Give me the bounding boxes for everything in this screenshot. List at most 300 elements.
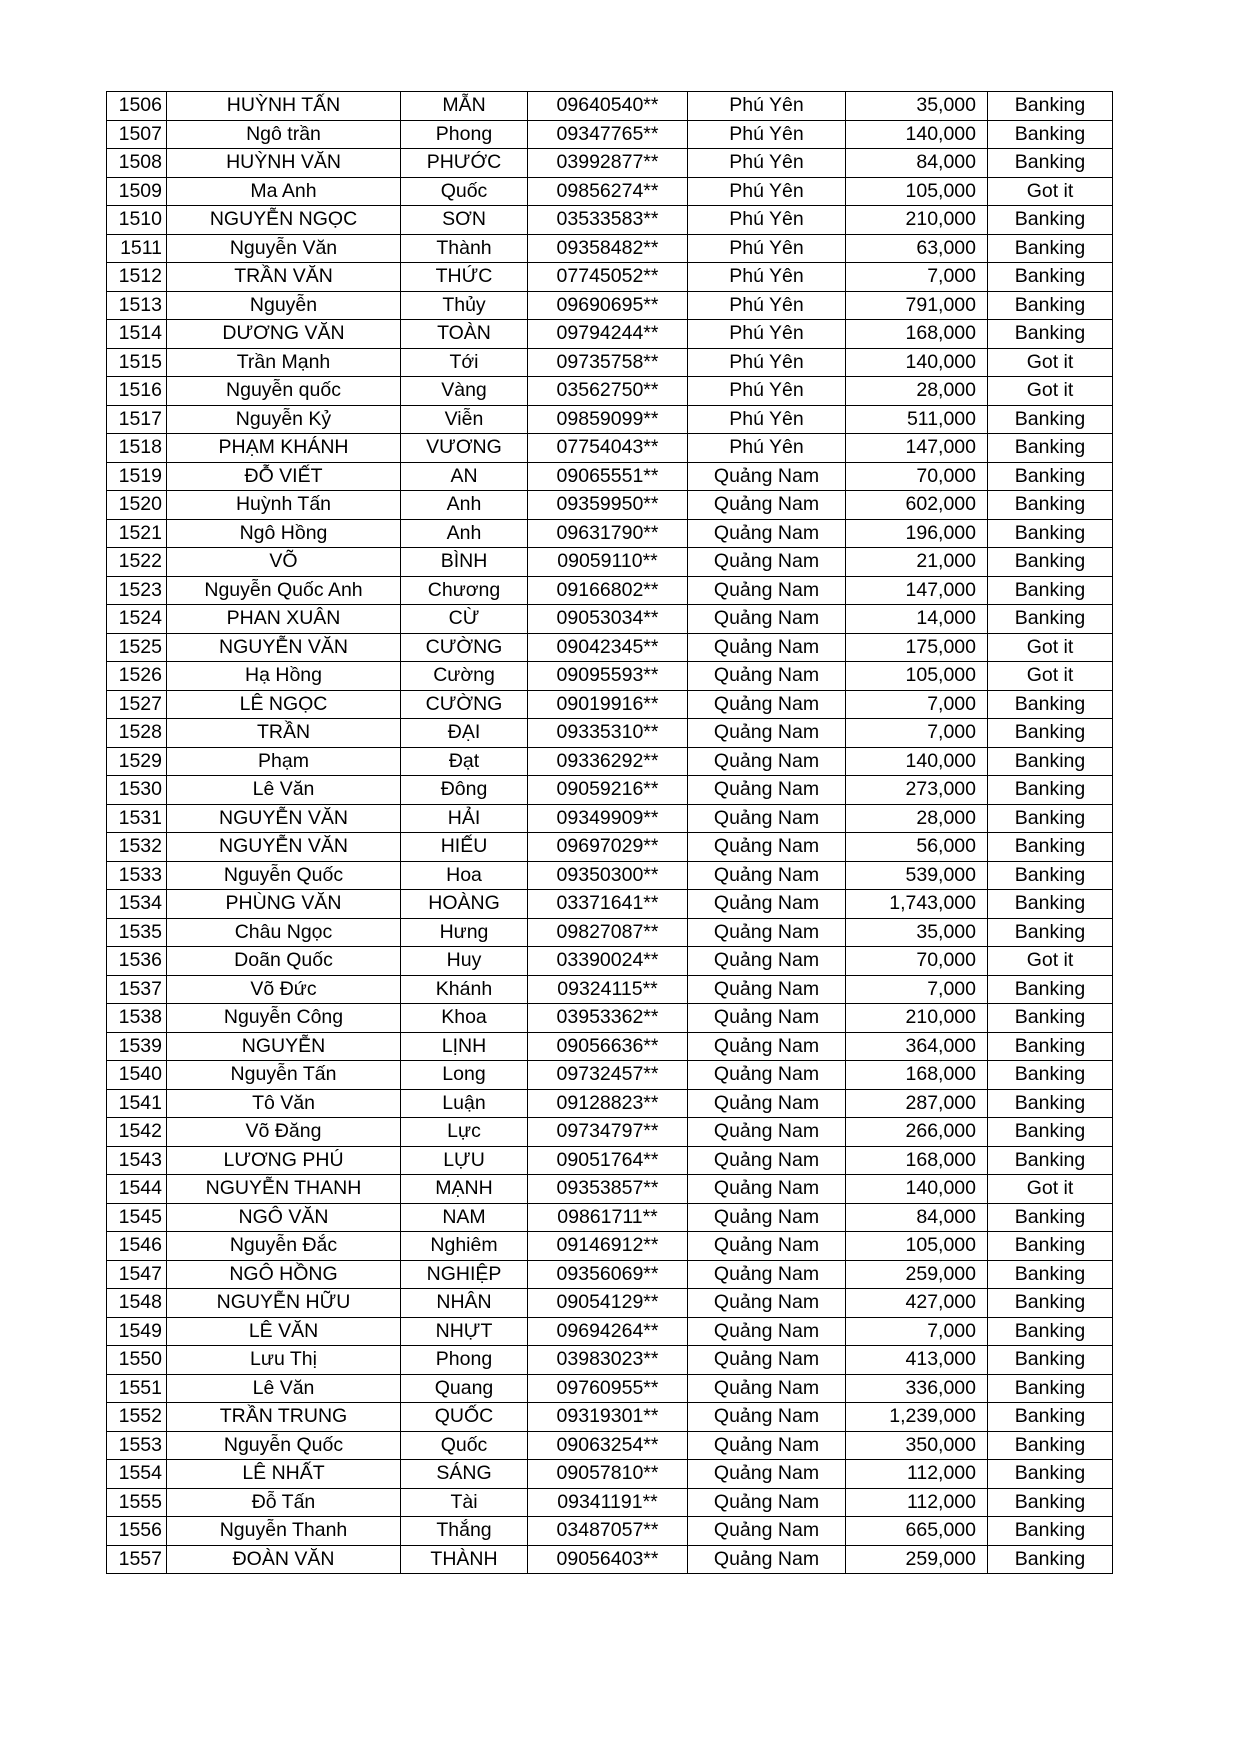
cell-province: Quảng Nam — [688, 1146, 846, 1175]
cell-amount: 105,000 — [846, 662, 988, 691]
cell-method: Got it — [988, 662, 1113, 691]
cell-surname: Doãn Quốc — [167, 947, 401, 976]
cell-amount: 259,000 — [846, 1260, 988, 1289]
cell-method: Banking — [988, 1289, 1113, 1318]
cell-surname: Nguyễn Công — [167, 1004, 401, 1033]
cell-phone: 09631790** — [528, 519, 688, 548]
cell-surname: Nguyễn Thanh — [167, 1517, 401, 1546]
cell-method: Banking — [988, 1317, 1113, 1346]
cell-method: Banking — [988, 519, 1113, 548]
cell-amount: 112,000 — [846, 1488, 988, 1517]
cell-surname: LÊ NHẤT — [167, 1460, 401, 1489]
cell-amount: 7,000 — [846, 719, 988, 748]
cell-phone: 09166802** — [528, 576, 688, 605]
cell-number: 1537 — [107, 975, 167, 1004]
cell-given-name: Khánh — [401, 975, 528, 1004]
cell-number: 1519 — [107, 462, 167, 491]
table-row — [107, 1089, 1113, 1118]
cell-method: Banking — [988, 234, 1113, 263]
cell-amount: 168,000 — [846, 320, 988, 349]
cell-amount: 84,000 — [846, 1203, 988, 1232]
cell-number: 1509 — [107, 177, 167, 206]
cell-surname: ĐỖ VIẾT — [167, 462, 401, 491]
cell-method: Banking — [988, 1146, 1113, 1175]
table-row — [107, 633, 1113, 662]
cell-method: Banking — [988, 1488, 1113, 1517]
table-row — [107, 177, 1113, 206]
cell-surname: Nguyễn Văn — [167, 234, 401, 263]
cell-province: Quảng Nam — [688, 1374, 846, 1403]
cell-number: 1530 — [107, 776, 167, 805]
cell-province: Quảng Nam — [688, 861, 846, 890]
cell-amount: 140,000 — [846, 747, 988, 776]
cell-method: Banking — [988, 1403, 1113, 1432]
cell-phone: 09019916** — [528, 690, 688, 719]
cell-surname: Châu Ngọc — [167, 918, 401, 947]
cell-amount: 539,000 — [846, 861, 988, 890]
cell-amount: 28,000 — [846, 377, 988, 406]
table-row — [107, 1317, 1113, 1346]
cell-amount: 147,000 — [846, 434, 988, 463]
cell-number: 1515 — [107, 348, 167, 377]
cell-phone: 09694264** — [528, 1317, 688, 1346]
cell-surname: Võ Đức — [167, 975, 401, 1004]
table-row — [107, 918, 1113, 947]
cell-phone: 09146912** — [528, 1232, 688, 1261]
cell-amount: 1,239,000 — [846, 1403, 988, 1432]
cell-phone: 09319301** — [528, 1403, 688, 1432]
cell-number: 1528 — [107, 719, 167, 748]
cell-method: Banking — [988, 1203, 1113, 1232]
cell-surname: LÊ VĂN — [167, 1317, 401, 1346]
cell-amount: 196,000 — [846, 519, 988, 548]
cell-method: Banking — [988, 1032, 1113, 1061]
cell-amount: 665,000 — [846, 1517, 988, 1546]
cell-number: 1508 — [107, 149, 167, 178]
cell-number: 1547 — [107, 1260, 167, 1289]
table-row — [107, 92, 1113, 121]
cell-phone: 09760955** — [528, 1374, 688, 1403]
table-row — [107, 348, 1113, 377]
cell-province: Phú Yên — [688, 120, 846, 149]
cell-amount: 147,000 — [846, 576, 988, 605]
cell-number: 1534 — [107, 890, 167, 919]
table-row — [107, 491, 1113, 520]
cell-province: Quảng Nam — [688, 519, 846, 548]
cell-number: 1532 — [107, 833, 167, 862]
cell-amount: 350,000 — [846, 1431, 988, 1460]
cell-amount: 364,000 — [846, 1032, 988, 1061]
cell-province: Phú Yên — [688, 320, 846, 349]
cell-surname: NGUYỄN NGỌC — [167, 206, 401, 235]
cell-surname: LƯƠNG PHÚ — [167, 1146, 401, 1175]
table-row — [107, 291, 1113, 320]
cell-number: 1511 — [107, 234, 167, 263]
cell-surname: Nguyễn Kỷ — [167, 405, 401, 434]
cell-number: 1533 — [107, 861, 167, 890]
table-row — [107, 719, 1113, 748]
table-row — [107, 120, 1113, 149]
cell-province: Phú Yên — [688, 263, 846, 292]
cell-province: Phú Yên — [688, 291, 846, 320]
cell-method: Banking — [988, 206, 1113, 235]
cell-surname: Hạ Hồng — [167, 662, 401, 691]
cell-province: Quảng Nam — [688, 1488, 846, 1517]
cell-method: Banking — [988, 747, 1113, 776]
cell-given-name: Tài — [401, 1488, 528, 1517]
table-row — [107, 833, 1113, 862]
cell-phone: 09059110** — [528, 548, 688, 577]
cell-phone: 03371641** — [528, 890, 688, 919]
cell-surname: NGUYỄN HỮU — [167, 1289, 401, 1318]
cell-province: Quảng Nam — [688, 1232, 846, 1261]
cell-method: Banking — [988, 975, 1113, 1004]
cell-given-name: Vàng — [401, 377, 528, 406]
cell-method: Banking — [988, 605, 1113, 634]
cell-province: Phú Yên — [688, 234, 846, 263]
cell-province: Quảng Nam — [688, 1089, 846, 1118]
cell-province: Quảng Nam — [688, 1032, 846, 1061]
cell-phone: 09349909** — [528, 804, 688, 833]
cell-surname: Lê Văn — [167, 776, 401, 805]
cell-number: 1552 — [107, 1403, 167, 1432]
cell-method: Got it — [988, 377, 1113, 406]
cell-given-name: MẪN — [401, 92, 528, 121]
cell-number: 1554 — [107, 1460, 167, 1489]
cell-province: Phú Yên — [688, 434, 846, 463]
table-row — [107, 1346, 1113, 1375]
cell-surname: PHAN XUÂN — [167, 605, 401, 634]
cell-phone: 09336292** — [528, 747, 688, 776]
cell-given-name: Anh — [401, 491, 528, 520]
cell-given-name: Chương — [401, 576, 528, 605]
cell-method: Banking — [988, 291, 1113, 320]
cell-number: 1524 — [107, 605, 167, 634]
cell-surname: Ma Anh — [167, 177, 401, 206]
cell-number: 1518 — [107, 434, 167, 463]
cell-given-name: LỊNH — [401, 1032, 528, 1061]
cell-phone: 09640540** — [528, 92, 688, 121]
cell-method: Banking — [988, 149, 1113, 178]
cell-province: Phú Yên — [688, 206, 846, 235]
cell-surname: HUỲNH TẤN — [167, 92, 401, 121]
cell-province: Quảng Nam — [688, 890, 846, 919]
cell-surname: TRẦN — [167, 719, 401, 748]
cell-amount: 70,000 — [846, 462, 988, 491]
cell-surname: Nguyễn quốc — [167, 377, 401, 406]
cell-method: Banking — [988, 92, 1113, 121]
cell-phone: 09358482** — [528, 234, 688, 263]
cell-number: 1544 — [107, 1175, 167, 1204]
cell-province: Quảng Nam — [688, 1061, 846, 1090]
cell-given-name: PHƯỚC — [401, 149, 528, 178]
cell-province: Phú Yên — [688, 92, 846, 121]
cell-surname: LÊ NGỌC — [167, 690, 401, 719]
cell-number: 1516 — [107, 377, 167, 406]
cell-province: Phú Yên — [688, 177, 846, 206]
cell-number: 1517 — [107, 405, 167, 434]
cell-province: Quảng Nam — [688, 1460, 846, 1489]
table-row — [107, 776, 1113, 805]
cell-province: Quảng Nam — [688, 918, 846, 947]
table-row — [107, 1403, 1113, 1432]
cell-method: Banking — [988, 1346, 1113, 1375]
cell-surname: Nguyễn Đắc — [167, 1232, 401, 1261]
table-row — [107, 1232, 1113, 1261]
cell-number: 1556 — [107, 1517, 167, 1546]
table-row — [107, 519, 1113, 548]
cell-given-name: HẢI — [401, 804, 528, 833]
cell-given-name: ĐẠI — [401, 719, 528, 748]
cell-province: Quảng Nam — [688, 719, 846, 748]
cell-given-name: Thủy — [401, 291, 528, 320]
table-body — [107, 92, 1113, 1574]
cell-amount: 427,000 — [846, 1289, 988, 1318]
table-row — [107, 947, 1113, 976]
cell-method: Banking — [988, 1460, 1113, 1489]
cell-given-name: CỪ — [401, 605, 528, 634]
cell-given-name: Luận — [401, 1089, 528, 1118]
table-row — [107, 1146, 1113, 1175]
cell-amount: 511,000 — [846, 405, 988, 434]
cell-province: Phú Yên — [688, 377, 846, 406]
cell-given-name: Tới — [401, 348, 528, 377]
cell-phone: 09697029** — [528, 833, 688, 862]
cell-given-name: SƠN — [401, 206, 528, 235]
cell-surname: Trần Mạnh — [167, 348, 401, 377]
cell-method: Banking — [988, 1374, 1113, 1403]
cell-phone: 03562750** — [528, 377, 688, 406]
table-row — [107, 747, 1113, 776]
cell-given-name: TOÀN — [401, 320, 528, 349]
cell-number: 1507 — [107, 120, 167, 149]
cell-given-name: Viễn — [401, 405, 528, 434]
cell-surname: PHÙNG VĂN — [167, 890, 401, 919]
cell-surname: Lưu Thị — [167, 1346, 401, 1375]
cell-province: Quảng Nam — [688, 1004, 846, 1033]
table-row — [107, 804, 1113, 833]
cell-number: 1535 — [107, 918, 167, 947]
table-row — [107, 206, 1113, 235]
cell-phone: 07754043** — [528, 434, 688, 463]
cell-number: 1548 — [107, 1289, 167, 1318]
cell-amount: 791,000 — [846, 291, 988, 320]
cell-method: Banking — [988, 861, 1113, 890]
cell-given-name: Thắng — [401, 1517, 528, 1546]
cell-surname: NGUYỄN THANH — [167, 1175, 401, 1204]
cell-amount: 7,000 — [846, 690, 988, 719]
cell-amount: 63,000 — [846, 234, 988, 263]
cell-province: Quảng Nam — [688, 633, 846, 662]
cell-given-name: Phong — [401, 120, 528, 149]
cell-phone: 09065551** — [528, 462, 688, 491]
cell-province: Quảng Nam — [688, 776, 846, 805]
cell-method: Got it — [988, 177, 1113, 206]
table-row — [107, 975, 1113, 1004]
cell-amount: 14,000 — [846, 605, 988, 634]
cell-given-name: BÌNH — [401, 548, 528, 577]
cell-amount: 336,000 — [846, 1374, 988, 1403]
cell-amount: 210,000 — [846, 206, 988, 235]
cell-method: Got it — [988, 1175, 1113, 1204]
cell-phone: 09735758** — [528, 348, 688, 377]
cell-province: Phú Yên — [688, 348, 846, 377]
cell-method: Banking — [988, 1431, 1113, 1460]
cell-given-name: VƯƠNG — [401, 434, 528, 463]
cell-province: Quảng Nam — [688, 833, 846, 862]
cell-method: Banking — [988, 263, 1113, 292]
cell-amount: 105,000 — [846, 1232, 988, 1261]
cell-surname: NGUYỄN VĂN — [167, 804, 401, 833]
cell-number: 1542 — [107, 1118, 167, 1147]
cell-given-name: THÀNH — [401, 1545, 528, 1574]
cell-province: Quảng Nam — [688, 548, 846, 577]
cell-given-name: NGHIỆP — [401, 1260, 528, 1289]
cell-given-name: HOÀNG — [401, 890, 528, 919]
cell-phone: 03390024** — [528, 947, 688, 976]
cell-surname: Nguyễn Tấn — [167, 1061, 401, 1090]
cell-phone: 09051764** — [528, 1146, 688, 1175]
cell-phone: 03533583** — [528, 206, 688, 235]
table-row — [107, 377, 1113, 406]
cell-method: Banking — [988, 576, 1113, 605]
cell-province: Quảng Nam — [688, 662, 846, 691]
cell-method: Got it — [988, 947, 1113, 976]
cell-phone: 09042345** — [528, 633, 688, 662]
cell-province: Quảng Nam — [688, 1346, 846, 1375]
cell-surname: Nguyễn Quốc Anh — [167, 576, 401, 605]
cell-amount: 56,000 — [846, 833, 988, 862]
cell-amount: 140,000 — [846, 120, 988, 149]
table-row — [107, 1203, 1113, 1232]
cell-number: 1506 — [107, 92, 167, 121]
cell-number: 1529 — [107, 747, 167, 776]
cell-surname: TRẦN VĂN — [167, 263, 401, 292]
cell-amount: 259,000 — [846, 1545, 988, 1574]
cell-phone: 03953362** — [528, 1004, 688, 1033]
cell-method: Banking — [988, 1260, 1113, 1289]
cell-province: Quảng Nam — [688, 975, 846, 1004]
cell-amount: 413,000 — [846, 1346, 988, 1375]
cell-amount: 7,000 — [846, 1317, 988, 1346]
table-row — [107, 1431, 1113, 1460]
cell-method: Banking — [988, 690, 1113, 719]
cell-number: 1555 — [107, 1488, 167, 1517]
cell-phone: 09057810** — [528, 1460, 688, 1489]
cell-given-name: Thành — [401, 234, 528, 263]
cell-surname: NGÔ HỒNG — [167, 1260, 401, 1289]
cell-surname: HUỲNH VĂN — [167, 149, 401, 178]
cell-number: 1557 — [107, 1545, 167, 1574]
cell-method: Banking — [988, 462, 1113, 491]
cell-surname: Ngô trần — [167, 120, 401, 149]
cell-method: Banking — [988, 804, 1113, 833]
cell-province: Quảng Nam — [688, 747, 846, 776]
cell-amount: 1,743,000 — [846, 890, 988, 919]
table-row — [107, 1374, 1113, 1403]
cell-phone: 09734797** — [528, 1118, 688, 1147]
cell-phone: 09053034** — [528, 605, 688, 634]
table-row — [107, 1517, 1113, 1546]
cell-method: Banking — [988, 1089, 1113, 1118]
cell-province: Quảng Nam — [688, 605, 846, 634]
table-row — [107, 662, 1113, 691]
cell-method: Banking — [988, 434, 1113, 463]
cell-given-name: Lực — [401, 1118, 528, 1147]
cell-number: 1543 — [107, 1146, 167, 1175]
cell-province: Quảng Nam — [688, 1431, 846, 1460]
table-row — [107, 1289, 1113, 1318]
cell-province: Quảng Nam — [688, 947, 846, 976]
cell-surname: NGÔ VĂN — [167, 1203, 401, 1232]
cell-phone: 09063254** — [528, 1431, 688, 1460]
cell-surname: DƯƠNG VĂN — [167, 320, 401, 349]
cell-method: Got it — [988, 348, 1113, 377]
cell-phone: 09859099** — [528, 405, 688, 434]
table-row — [107, 434, 1113, 463]
cell-phone: 09056636** — [528, 1032, 688, 1061]
cell-amount: 168,000 — [846, 1146, 988, 1175]
cell-given-name: Khoa — [401, 1004, 528, 1033]
cell-amount: 140,000 — [846, 348, 988, 377]
cell-amount: 287,000 — [846, 1089, 988, 1118]
cell-number: 1523 — [107, 576, 167, 605]
cell-given-name: Đạt — [401, 747, 528, 776]
cell-surname: ĐOÀN VĂN — [167, 1545, 401, 1574]
cell-surname: Nguyễn — [167, 291, 401, 320]
cell-number: 1510 — [107, 206, 167, 235]
cell-given-name: Nghiêm — [401, 1232, 528, 1261]
cell-phone: 09359950** — [528, 491, 688, 520]
cell-province: Quảng Nam — [688, 1260, 846, 1289]
cell-number: 1531 — [107, 804, 167, 833]
cell-method: Banking — [988, 491, 1113, 520]
cell-number: 1553 — [107, 1431, 167, 1460]
table-row — [107, 1118, 1113, 1147]
cell-number: 1538 — [107, 1004, 167, 1033]
cell-number: 1539 — [107, 1032, 167, 1061]
cell-given-name: AN — [401, 462, 528, 491]
cell-method: Banking — [988, 405, 1113, 434]
cell-number: 1545 — [107, 1203, 167, 1232]
cell-surname: Võ Đăng — [167, 1118, 401, 1147]
cell-surname: VÕ — [167, 548, 401, 577]
cell-phone: 09128823** — [528, 1089, 688, 1118]
cell-given-name: NHỰT — [401, 1317, 528, 1346]
table-row — [107, 234, 1113, 263]
cell-amount: 168,000 — [846, 1061, 988, 1090]
cell-surname: NGUYỄN VĂN — [167, 833, 401, 862]
cell-surname: Nguyễn Quốc — [167, 1431, 401, 1460]
cell-given-name: Quốc — [401, 1431, 528, 1460]
cell-phone: 09356069** — [528, 1260, 688, 1289]
cell-surname: Ngô Hồng — [167, 519, 401, 548]
cell-province: Quảng Nam — [688, 1403, 846, 1432]
cell-province: Quảng Nam — [688, 1175, 846, 1204]
cell-number: 1540 — [107, 1061, 167, 1090]
cell-method: Banking — [988, 719, 1113, 748]
cell-province: Phú Yên — [688, 149, 846, 178]
cell-given-name: LỰU — [401, 1146, 528, 1175]
cell-surname: Huỳnh Tấn — [167, 491, 401, 520]
cell-given-name: Đông — [401, 776, 528, 805]
cell-given-name: Hoa — [401, 861, 528, 890]
cell-surname: Đỗ Tấn — [167, 1488, 401, 1517]
cell-phone: 09732457** — [528, 1061, 688, 1090]
cell-given-name: THỨC — [401, 263, 528, 292]
cell-amount: 602,000 — [846, 491, 988, 520]
cell-phone: 03487057** — [528, 1517, 688, 1546]
